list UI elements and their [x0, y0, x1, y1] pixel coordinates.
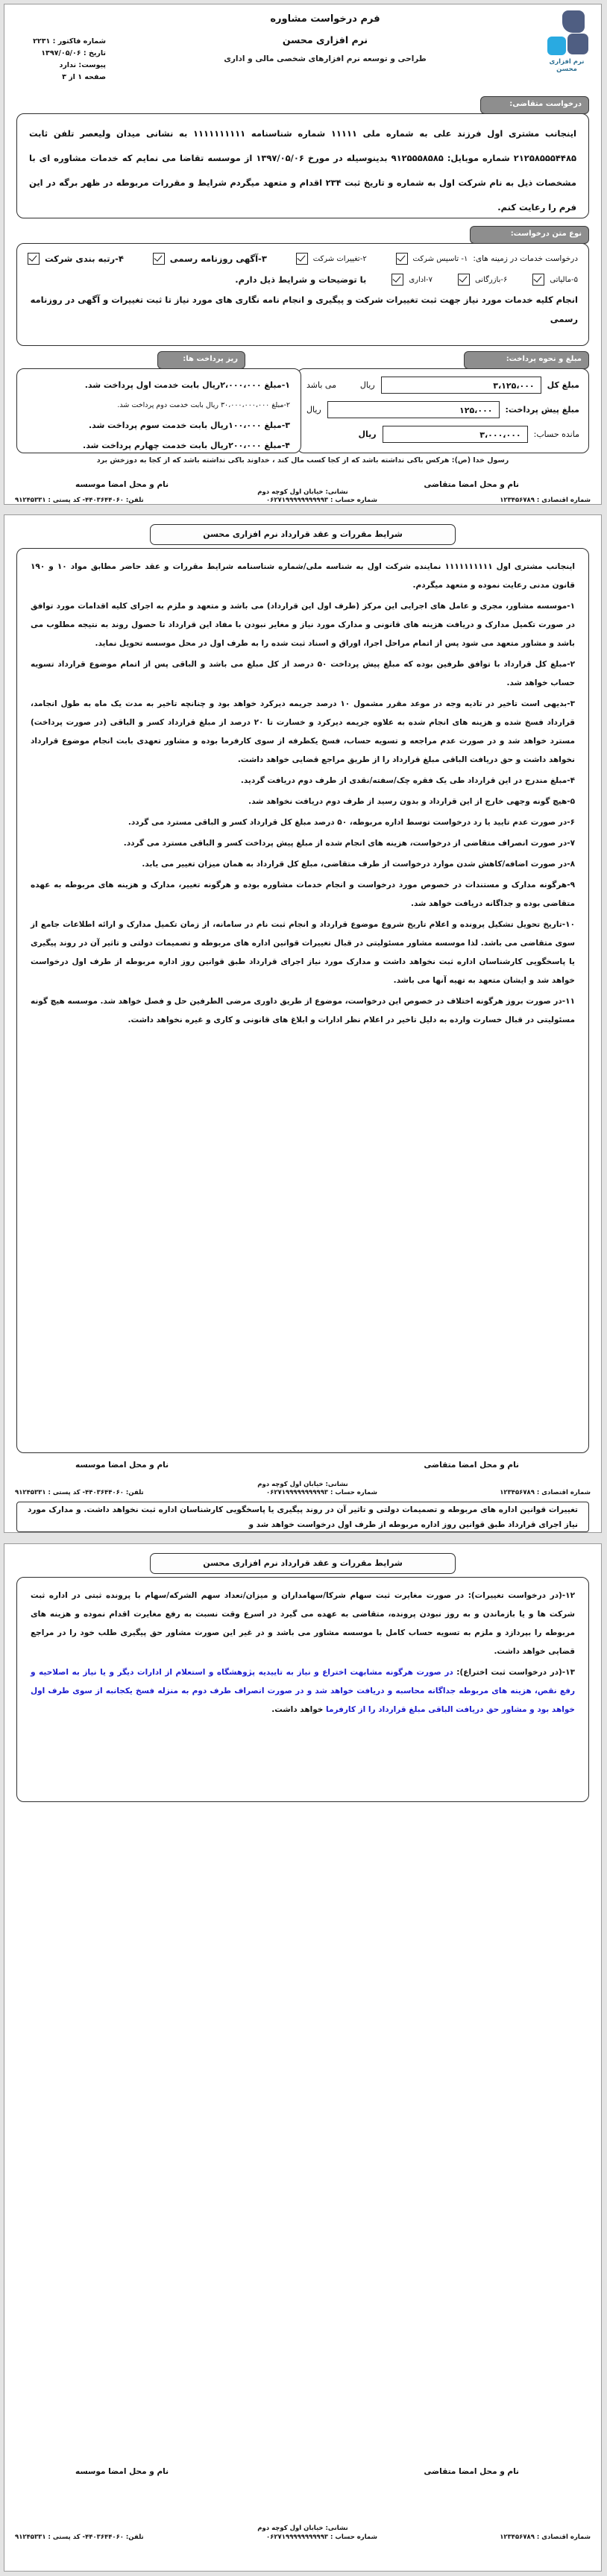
footer-address: نشانی: خیابان اول کوچه دوم — [257, 488, 348, 496]
footer-economic-code: شماره اقتصادی : ۱۲۳۴۵۶۷۸۹ — [500, 2534, 591, 2541]
terms-header: شرایط مقررات و عقد قرارداد نرم افزاری محسن — [150, 524, 456, 545]
terms-clause-2: ۲-مبلغ کل قرارداد با توافق طرفین بوده که مبلغ پیش پرداخت ۵۰ درصد از کل مبلغ می باشد و الباقی پس از اتمام موضوع قرارداد تسویه حساب خواهد شد. — [31, 660, 575, 687]
total-amount-row — [298, 377, 588, 394]
terms-clause-7: ۷-در صورت انصراف متقاضی از درخواست، هزینه های انجام شده از مبلغ پیش پرداخت کسر و الباقی مسترد می گردد. — [123, 839, 575, 848]
footer-phone-postal — [15, 497, 144, 504]
clause-13-tail: خواهد داشت. — [271, 1705, 327, 1714]
logo-square-dark-bottom — [567, 34, 588, 54]
applicant-request-text: اینجانب مشتری اول فرزند علی به شماره ملی ۱۱۱۱۱ شماره شناسنامه ۱۱۱۱۱۱۱۱۱۱ به نشانی میدان ولیعصر تلفن ثابت ۲۱۲۵۸۵۵۵۴۴۸۵ شماره موبایل: ۹۱۲۵۵۵۸۵۸۵ بدینوسیله در مورخ ۱۳۹۷/۰۵/۰۶ از موسسه تقاضا می نمایم که خدمات مشاوره ای با مشخصات ذیل به نام شرکت اول به شماره و تاریخ ثبت ۲۳۴ اقدام و متعهد میگردم شرایط و مقررات مربوطه در ظهر برگه در این فرم را رعایت کنم. — [29, 128, 576, 212]
footer-phone-postal — [15, 2534, 144, 2541]
terms-clause-10: ۱۰-تاریخ تحویل تشکیل پرونده و اعلام تاریخ شروع موضوع قرارداد و انجام ثبت نام در سامانه، از زمان تکمیل مدارک و ارائه اطلاعات جامع از سوی متقاضی می باشد. لذا موسسه مشاور مسئولیتی در قبال تغییرات قوانین اداره های مربوطه و تصمیمات دولتی و تاثیر آن در روند پیگیری یا پاسخگویی کارشناسان اداره ثبت نخواهد داشت و مدارک مورد نیاز اجرای قرارداد طبق قوانین روز اداره مربوطه از طرف اول درخواست خواهد شد و ایشان متعهد به تهیه آنها می باشد. — [31, 920, 575, 985]
page-3 — [4, 1543, 602, 2572]
checkbox-company-changes[interactable] — [296, 253, 308, 265]
footer-phone: تلفن: ۴۴۰۳۶۴۴۰۶۰- — [82, 1489, 144, 1496]
page-title: فرم درخواست مشاوره — [270, 13, 380, 25]
clause-13-lead: ۱۳-(در درخواست ثبت اختراع): — [456, 1668, 575, 1677]
payment-box — [297, 368, 589, 453]
terms-intro: اینجانب مشتری اول ۱۱۱۱۱۱۱۱۱۱ نماینده شرکت اول به شناسه ملی/شماره شناسنامه شرایط مقررات و عقد حاضر مطابق مواد ۱۰ و ۱۹۰ قانون مدنی رعایت نموده و متعهد میگردم. — [31, 562, 576, 590]
balance-label: مانده حساب: — [533, 429, 579, 439]
logo-square-dark-top — [562, 10, 585, 33]
service-item-3: ۳-آگهی روزنامه رسمی — [153, 253, 267, 265]
payment-line: ۲-مبلغ ۳۰،۰۰۰،۰۰۰،۰۰۰ ریال بابت خدمت دوم پرداخت شد. — [117, 401, 290, 409]
total-unit: ریال — [359, 380, 375, 390]
total-amount-field[interactable]: ۳،۱۲۵،۰۰۰ — [381, 377, 541, 394]
payment-details-box — [16, 368, 301, 453]
terms-header: شرایط مقررات و عقد قرارداد نرم افزاری محسن — [150, 1553, 456, 1574]
checkbox-commerce[interactable] — [458, 274, 470, 286]
service-item-2: ۲-تغییرات شرکت — [296, 253, 367, 265]
invoice-meta — [15, 36, 106, 84]
terms-clause-12: ۱۲-(در درخواست تغییرات): در صورت مغایرت ثبت سهام شرکا/سهامداران و میزان/تعداد سهم الشرکه/سهام با پرونده ثبتی در اداره ثبت شرکت ها و یا بازماندن و به روز نبودن پرونده، متقاضی به عهده می گیرد در اسرع وقت نسبت به رفع مغایرت اقدام نموده و هزینه های مربوطه را بپردازد و ملزم به تسویه حساب کامل با موسسه مشاور می باشد و در غیر این صورت مشاور حق پیگیری طلب خود را در مراجع قضایی خواهد داشت. — [31, 1591, 575, 1656]
balance-field[interactable]: ۳،۰۰۰،۰۰۰ — [383, 426, 528, 443]
footer-postal-code: کد پستی : ۹۱۲۴۵۳۳۱ — [15, 497, 81, 504]
terms-clause-9: ۹-هرگونه مدارک و مستندات در خصوص مورد درخواست و انجام خدمات مشاوره بوده و هرگونه تغییر، مدارک و هزینه های مربوطه به عهده متقاضی بوده و جداگانه دریافت خواهد شد. — [31, 881, 575, 908]
total-suffix: می باشد — [306, 380, 336, 390]
footer-economic-code: شماره اقتصادی : ۱۲۳۴۵۶۷۸۹ — [500, 1489, 591, 1496]
terms-box-2 — [16, 1577, 589, 1802]
services-label: درخواست خدمات در زمینه های: — [473, 254, 578, 263]
service-item-7: ۷-اداری — [391, 274, 433, 286]
prepaid-unit: ریال — [306, 405, 321, 415]
checkbox-tax[interactable] — [532, 274, 544, 286]
signature-applicant-label: نام و محل امضا متقاضی — [424, 1461, 519, 1470]
footer-phone: تلفن: ۴۴۰۳۶۴۴۰۶۰- — [82, 497, 144, 504]
terms-clause-11: ۱۱-در صورت بروز هرگونه اختلاف در خصوص این درخواست، موضوع از طریق داوری مرضی الطرفین حل و فصل خواهد شد. موسسه هیچ گونه مسئولیتی در قبال خسارت وارده به دلیل تاخیر در اعلام نظر ادارات و ابلاغ های قانونی و کاری و غیره نخواهد داشت. — [31, 997, 575, 1024]
signature-institute-label: نام و محل امضا موسسه — [75, 480, 169, 489]
service-item-1: درخواست خدمات در زمینه های: ۱- تاسیس شرکت — [396, 253, 578, 265]
checkbox-company-registration[interactable] — [396, 253, 408, 265]
footer-account-number: شماره حساب : ۰۶۲۷۱۹۹۹۹۹۹۹۹۹۹۳ — [265, 497, 377, 504]
terms-text-2 — [17, 1578, 588, 1731]
footer-line — [15, 497, 591, 504]
footer-phone: تلفن: ۴۴۰۳۶۴۴۰۶۰- — [82, 2534, 144, 2541]
company-logo-icon — [544, 10, 591, 73]
services-row-1 — [17, 253, 588, 265]
checkbox-administrative[interactable] — [391, 274, 403, 286]
footer-phone-postal — [15, 1489, 144, 1496]
company-name: نرم افزاری محسن — [282, 34, 368, 45]
terms-overflow-text: تغییرات قوانین اداره های مربوطه و تصمیمات دولتی و تاثیر آن در روند پیگیری یا پاسخگویی کارشناسان اداره ثبت نخواهد داشت. و مدارک مورد نیاز اجرای قرارداد طبق قوانین روز اداره مربوطه از طرف اول درخواست خواهد شد و — [28, 1505, 578, 1529]
footer-postal-code: کد پستی : ۹۱۲۴۵۳۳۱ — [15, 2534, 81, 2541]
section-tab-payment: مبلغ و نحوه پرداخت: — [464, 351, 589, 369]
terms-box — [16, 548, 589, 1453]
checkbox-official-gazette-ad[interactable] — [153, 253, 165, 265]
terms-clause-1: ۱-موسسه مشاور، مجری و عامل های اجرایی این مرکز (طرف اول این قرارداد) می باشد و متعهد و ملزم به اجرای کلیه اقدامات مورد توافق در صورت تکمیل مدارک و دریافت هزینه های قانونی و مدارک مورد نیاز و مغایر نبودن با مفاد این قرارداد تا حصول روند به نتیجه مطلوب می باشد و مشاور متعهد می شود پس از اتمام مراحل اجرا، اوراق و اسناد ثبت شده را به طرف اول در محل موسسه تحویل نماید. — [31, 602, 575, 648]
footer-account-number: شماره حساب : ۰۶۲۷۱۹۹۹۹۹۹۹۹۹۹۳ — [265, 2534, 377, 2541]
page-1 — [4, 4, 602, 505]
terms-text — [17, 549, 588, 1041]
terms-clause-5: ۵-هیچ گونه وجهی خارج از این قرارداد و بدون رسید از طرف دوم دریافت نخواهد شد. — [248, 797, 575, 806]
footer-line — [15, 1489, 591, 1496]
terms-clause-3: ۳-بدیهی است تاخیر در تادیه وجه در موعد مقرر مشمول ۱۰ درصد جریمه دیرکرد خواهد بود و چنانچه تاخیر به مدت یک ماه به طول انجامد، قرارداد فسخ شده و هزینه های انجام شده به علاوه جریمه دیرکرد و خسارت تا ۲۰ درصد از مبلغ قرارداد کسر و الباقی (در صورت پرداخت) مسترد خواهد شد و در صورت عدم مراجعه و تسویه حساب، فسخ یکطرفه از سوی کارفرما بوده و مشاور تعهدی بابت انجام موضوع قرارداد نخواهد داشت و حق دریافت الباقی مبلغ قرارداد را از طریق مراجع قضایی خواهد داشت. — [31, 699, 576, 764]
clause-13-blue-text: در صورت هرگونه مشابهت اختراع و نیاز به تاییدیه پژوهشگاه و استعلام از ادارات دیگر و یا نیاز به اصلاحیه و رفع نقص، هزینه های مربوطه جداگانه محاسبه و دریافت خواهد شد و در صورت انصراف طرف دوم به منزله فسخ یکجانبه از سوی طرف اول خواهد بود و مشاور حق دریافت الباقی مبلغ قرارداد را از کارفرما — [31, 1668, 575, 1714]
footer-address: نشانی: خیابان اول کوچه دوم — [257, 2525, 348, 2532]
service-item-6: ۶-بازرگانی — [458, 274, 507, 286]
logo-square-blue — [547, 37, 566, 55]
payment-line: ۳-مبلغ ۱۰۰،۰۰۰ریال بابت خدمت سوم پرداخت شد. — [88, 421, 290, 430]
services-row2-suffix: با توضیحات و شرایط ذیل دارم. — [235, 274, 367, 285]
invoice-number: شماره فاکتور : ۲۲۳۱ — [33, 37, 106, 45]
payment-line: ۴-مبلغ ۲۰۰،۰۰۰ریال بابت خدمت چهارم پرداخت شد. — [83, 441, 290, 450]
checkbox-company-ranking[interactable] — [28, 253, 40, 265]
terms-clause-13 — [31, 1663, 575, 1719]
section-tab-request-type: نوع متن درخواست: — [470, 226, 589, 244]
total-label: مبلغ کل — [547, 380, 579, 390]
section-tab-payment-details: ریز پرداخت ها: — [157, 351, 245, 369]
footer-address: نشانی: خیابان اول کوچه دوم — [257, 1481, 348, 1488]
applicant-request-box — [16, 113, 589, 218]
footer-postal-code: کد پستی : ۹۱۲۴۵۳۳۱ — [15, 1489, 81, 1496]
request-description: انجام کلیه خدمات مورد نیاز جهت ثبت تغییرات شرکت و پیگیری و انجام نامه نگاری های مورد نیاز تا ثبت تغییرات و آگهی در روزنامه رسمی — [30, 295, 578, 324]
service-item-4: ۴-رتبه بندی شرکت — [28, 253, 124, 265]
terms-overflow-box — [16, 1502, 589, 1532]
signature-institute-label: نام و محل امضا موسسه — [75, 1461, 169, 1470]
logo-caption: نرم افزاری محسن — [549, 58, 585, 73]
signature-applicant-label: نام و محل امضا متقاضی — [424, 480, 519, 489]
terms-clause-6: ۶-در صورت عدم تایید یا رد درخواست توسط اداره مربوطه، ۵۰ درصد مبلغ کل قرارداد کسر و الباقی مسترد می گردد. — [128, 818, 575, 827]
attachment-status: پیوست: ندارد — [59, 61, 106, 69]
footer-account-number: شماره حساب : ۰۶۲۷۱۹۹۹۹۹۹۹۹۹۹۳ — [265, 1489, 377, 1496]
footer-line — [15, 2534, 591, 2541]
terms-clause-4: ۴-مبلغ مندرج در این قرارداد طی یک فقره چک/سفته/نقدی از طرف دوم دریافت گردید. — [240, 776, 575, 785]
request-type-box — [16, 243, 589, 346]
balance-unit: ریال — [358, 429, 377, 439]
prepaid-label: مبلغ پیش پرداخت: — [505, 405, 579, 415]
terms-clause-8: ۸-در صورت اضافه/کاهش شدن موارد درخواست از طرف متقاضی، مبلغ کل قرارداد به همان میزان تغییر می یابد. — [142, 860, 575, 869]
company-tagline: طراحی و توسعه نرم افزارهای شخصی مالی و اداری — [224, 54, 427, 63]
signature-applicant-label: نام و محل امضا متقاضی — [424, 2467, 519, 2476]
payment-details-list — [17, 369, 301, 462]
service-item-5: ۵-مالیاتی — [532, 274, 578, 286]
form-header — [139, 13, 512, 63]
prepaid-amount-row — [298, 401, 588, 418]
balance-row — [298, 426, 588, 443]
page-2 — [4, 514, 602, 1533]
invoice-date: تاریخ : ۱۳۹۷/۰۵/۰۶ — [41, 49, 106, 57]
prepaid-amount-field[interactable]: ۱۲۵،۰۰۰ — [327, 401, 500, 418]
section-tab-applicant-request: درخواست متقاضی: — [480, 96, 589, 114]
payment-line: ۱-مبلغ ۲،۰۰۰،۰۰۰ریال بابت خدمت اول پرداخت شد. — [84, 380, 290, 390]
footer-economic-code: شماره اقتصادی : ۱۲۳۴۵۶۷۸۹ — [500, 497, 591, 504]
hadith-quote: رسول خدا (ص): هرکس باکی نداشته باشد که از کجا کسب مال کند ، خداوند باکی نداشته باشد که از کجا به دوزخش برد — [96, 456, 509, 465]
services-row-2 — [17, 274, 588, 286]
signature-institute-label: نام و محل امضا موسسه — [75, 2467, 169, 2476]
page-indicator: صفحه ۱ از ۳ — [62, 73, 106, 81]
